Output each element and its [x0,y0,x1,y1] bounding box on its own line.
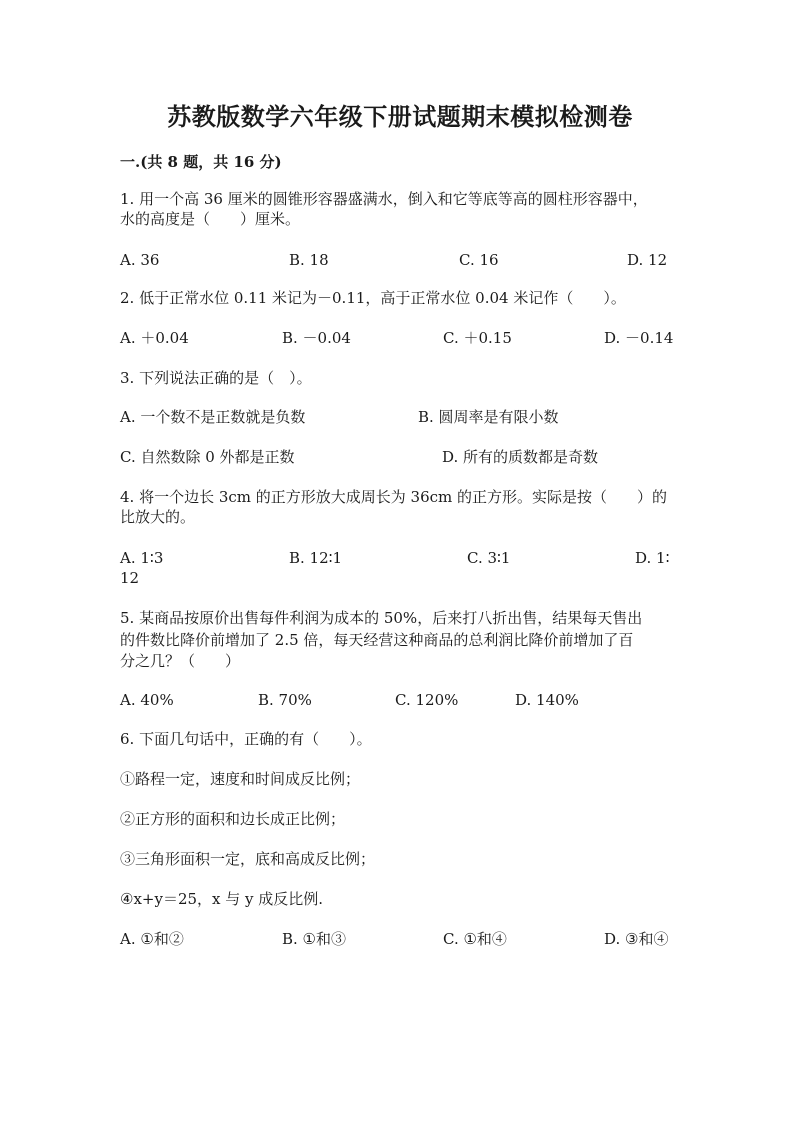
question-6-statement-4: ④x+y＝25，x 与 y 成反比例. [120,890,324,908]
question-5-option-d: D. 140% [515,691,579,709]
question-5-option-c: C. 120% [395,691,459,709]
question-6-statement-3: ③三角形面积一定，底和高成反比例； [120,850,376,868]
question-5-option-a: A. 40% [120,691,174,709]
question-5-line-3: 分之几？（ ） [120,652,241,670]
question-2-option-b: B. －0.04 [282,329,351,347]
question-3-line-1: 3. 下列说法正确的是（ ）。 [120,369,312,387]
question-6-statement-1: ①路程一定，速度和时间成反比例； [120,770,361,788]
question-6-statement-2: ②正方形的面积和边长成正比例； [120,810,346,828]
question-5-option-b: B. 70% [258,691,312,709]
section-header: 一.(共 8 题，共 16 分) [120,153,282,171]
question-4-option-b: B. 12∶1 [289,549,343,567]
question-6-option-d: D. ③和④ [604,930,669,948]
question-3-option-b: B. 圆周率是有限小数 [418,408,559,426]
question-1-line-1: 1. 用一个高 36 厘米的圆锥形容器盛满水，倒入和它等底等高的圆柱形容器中， [120,190,648,208]
question-1-option-d: D. 12 [627,251,668,269]
question-3-option-a: A. 一个数不是正数就是负数 [120,408,306,426]
question-4-line-1: 4. 将一个边长 3cm 的正方形放大成周长为 36cm 的正方形。实际是按（ ）的 [120,488,668,506]
question-2-line-1: 2. 低于正常水位 0.11 米记为－0.11，高于正常水位 0.04 米记作（ ）。 [120,289,626,307]
question-4-option-d: D. 1∶ [635,549,670,567]
question-1-option-c: C. 16 [459,251,499,269]
question-3-option-d: D. 所有的质数都是奇数 [442,448,599,466]
question-2-option-a: A. ＋0.04 [120,329,189,347]
question-4-option-a: A. 1∶3 [120,549,164,567]
question-5-line-1: 5. 某商品按原价出售每件利润为成本的 50%，后来打八折出售，结果每天售出 [120,609,643,627]
question-5-line-2: 的件数比降价前增加了 2.5 倍，每天经营这种商品的总利润比降价前增加了百 [120,631,634,649]
question-2-option-c: C. ＋0.15 [443,329,512,347]
question-1-option-b: B. 18 [289,251,329,269]
page-title: 苏教版数学六年级下册试题期末模拟检测卷 [167,102,633,131]
question-6-line-1: 6. 下面几句话中，正确的有（ ）。 [120,730,372,748]
question-6-option-b: B. ①和③ [282,930,347,948]
question-2-option-d: D. －0.14 [604,329,674,347]
question-1-line-2: 水的高度是（ ）厘米。 [120,210,301,228]
question-6-option-a: A. ①和② [120,930,184,948]
question-4-line-2: 比放大的。 [120,508,196,526]
question-4-option-d-continued: 12 [120,569,140,587]
question-1-option-a: A. 36 [120,251,160,269]
question-4-option-c: C. 3∶1 [467,549,511,567]
question-6-option-c: C. ①和④ [443,930,507,948]
question-3-option-c: C. 自然数除 0 外都是正数 [120,448,295,466]
